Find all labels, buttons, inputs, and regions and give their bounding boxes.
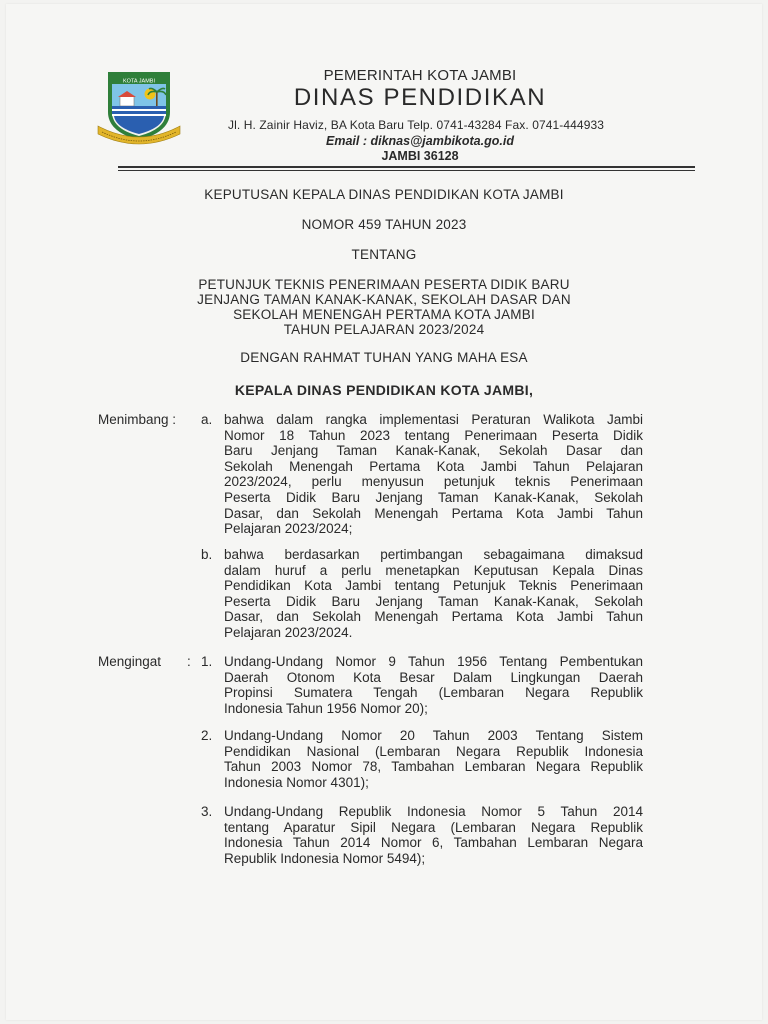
paragraph-line: bahwa berdasarkan pertimbangan sebagaimana dimaksud — [224, 547, 643, 562]
agency-email: Email : diknas@jambikota.go.id — [326, 134, 514, 148]
paragraph-line: Undang-Undang Republik Indonesia Nomor 5 Tahun 2014 — [224, 804, 643, 819]
paragraph-line: Undang-Undang Nomor 9 Tahun 1956 Tentang Pembentukan — [224, 654, 643, 669]
paragraph-line: Pelajaran 2023/2024; — [224, 521, 353, 537]
paragraph-line: Dasar, dan Sekolah Menengah Pertama Kota Jambi Tahun — [224, 609, 643, 625]
logo-top-text: KOTA JAMBI — [123, 78, 155, 85]
menimbang-item-marker: b. — [201, 547, 213, 562]
paragraph-line: Daerah Otonom Kota Besar Dalam Lingkungan Daerah — [224, 669, 643, 685]
menimbang-item-b — [224, 547, 643, 641]
paragraph-line: Pelajaran 2023/2024. — [224, 624, 353, 640]
paragraph-line: Peserta Didik Baru Jenjang Taman Kanak-Kanak, Sekolah — [224, 593, 643, 609]
government-name: PEMERINTAH KOTA JAMBI — [323, 67, 517, 84]
paragraph-line: Baru Jenjang Taman Kanak-Kanak, Sekolah Dasar dan — [224, 443, 643, 459]
paragraph-line: Tahun 2003 Nomor 78, Tambahan Lembaran Negara Republik — [224, 759, 643, 775]
paragraph-line: bahwa dalam rangka implementasi Peraturan Walikota Jambi — [224, 412, 643, 427]
paragraph-line: Undang-Undang Nomor 20 Tahun 2003 Tentang Sistem — [224, 728, 643, 743]
header-rule-thick — [118, 166, 695, 168]
decree-subject-line: JENJANG TAMAN KANAK-KANAK, SEKOLAH DASAR DAN — [197, 292, 571, 307]
decree-subject-line: TAHUN PELAJARAN 2023/2024 — [283, 322, 485, 337]
decree-number: NOMOR 459 TAHUN 2023 — [301, 217, 467, 232]
paragraph-line: Dasar, dan Sekolah Menengah Pertama Kota Jambi Tahun — [224, 505, 643, 521]
city-emblem-logo — [96, 66, 182, 146]
paragraph-line: Republik Indonesia Nomor 5494); — [224, 850, 426, 866]
paragraph-line: Indonesia Nomor 4301); — [224, 774, 369, 790]
mengingat-item-marker: 3. — [201, 804, 213, 819]
mengingat-item-2 — [224, 728, 643, 790]
menimbang-item-a — [224, 412, 643, 537]
decree-title: KEPUTUSAN KEPALA DINAS PENDIDIKAN KOTA JAMBI — [204, 187, 564, 202]
mengingat-colon: : — [187, 654, 191, 669]
agency-name: DINAS PENDIDIKAN — [293, 84, 547, 111]
agency-address: Jl. H. Zainir Haviz, BA Kota Baru Telp. 0741-43284 Fax. 0741-444933 — [228, 118, 605, 132]
paragraph-line: Sekolah Menengah Pertama Kota Jambi Tahun Pelajaran — [224, 458, 643, 474]
paragraph-line: Indonesia Tahun 1956 Nomor 20); — [224, 700, 428, 716]
decree-blessing: DENGAN RAHMAT TUHAN YANG MAHA ESA — [240, 350, 528, 365]
agency-postal-city: JAMBI 36128 — [381, 149, 459, 163]
paragraph-line: Propinsi Sumatera Tengah (Lembaran Negara Republik — [224, 685, 643, 701]
decree-subject-line: SEKOLAH MENENGAH PERTAMA KOTA JAMBI — [233, 307, 535, 322]
mengingat-item-1 — [224, 654, 643, 716]
mengingat-label: Mengingat — [98, 654, 162, 669]
paragraph-line: dalam huruf a perlu menetapkan Keputusan Kepala Dinas — [224, 562, 643, 578]
paragraph-line: Indonesia Tahun 2014 Nomor 6, Tambahan Lembaran Negara — [224, 835, 643, 851]
decree-authority: KEPALA DINAS PENDIDIKAN KOTA JAMBI, — [234, 382, 534, 398]
paragraph-line: Pendidikan Kota Jambi tentang Petunjuk Teknis Penerimaan — [224, 578, 643, 594]
mengingat-item-3 — [224, 804, 643, 866]
paragraph-line: Peserta Didik Baru Jenjang Taman Kanak-Kanak, Sekolah — [224, 489, 643, 505]
paragraph-line: Nomor 18 Tahun 2023 tentang Penerimaan Peserta Didik — [224, 427, 643, 443]
menimbang-item-marker: a. — [201, 412, 213, 427]
paragraph-line: tentang Aparatur Sipil Negara (Lembaran Negara Republik — [224, 819, 643, 835]
decree-about: TENTANG — [351, 247, 417, 262]
menimbang-label: Menimbang : — [98, 412, 177, 427]
decree-subject-line: PETUNJUK TEKNIS PENERIMAAN PESERTA DIDIK BARU — [198, 277, 570, 292]
paragraph-line: Pendidikan Nasional (Lembaran Negara Republik Indonesia — [224, 743, 643, 759]
mengingat-item-marker: 2. — [201, 728, 213, 743]
header-rule-thin — [118, 170, 695, 171]
mengingat-item-marker: 1. — [201, 654, 213, 669]
paragraph-line: 2023/2024, perlu menyusun petunjuk teknis Penerimaan — [224, 474, 643, 490]
